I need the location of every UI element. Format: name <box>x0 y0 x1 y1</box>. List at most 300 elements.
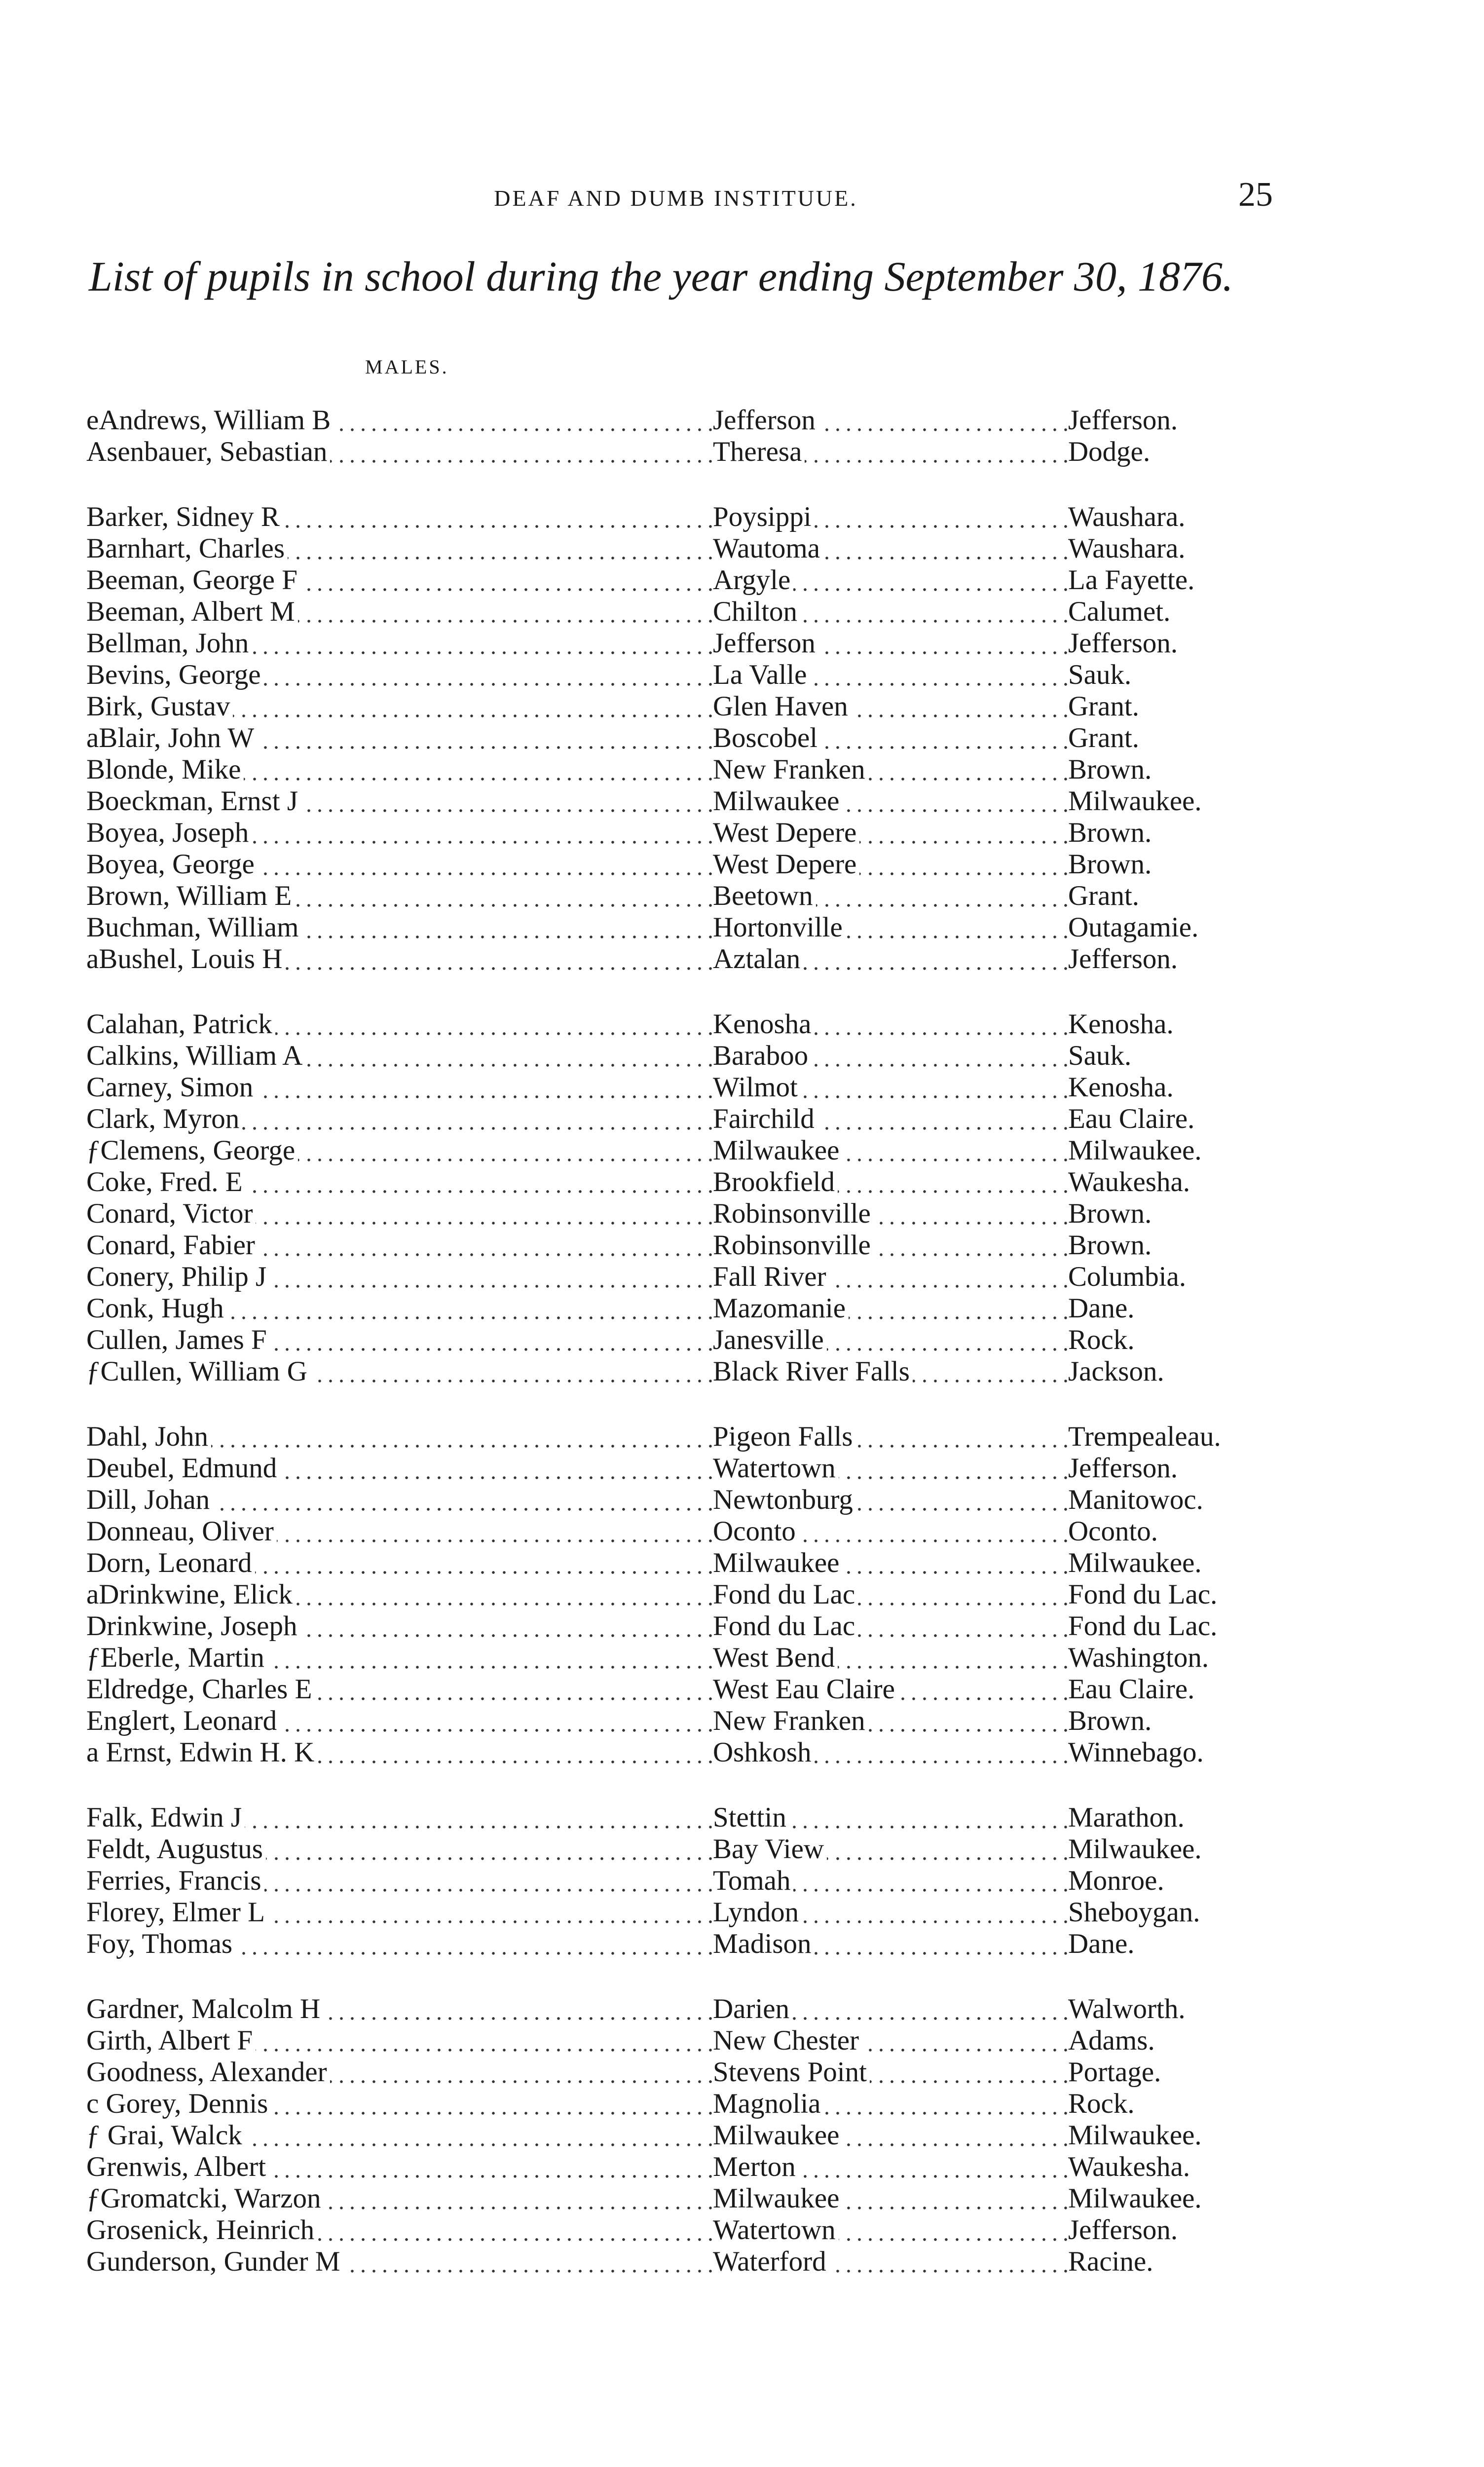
pupil-row <box>86 405 1270 436</box>
pupil-town-cell <box>713 628 1068 659</box>
pupil-row <box>86 1261 1270 1293</box>
pupil-county-cell <box>1068 659 1270 691</box>
pupil-row <box>86 1324 1270 1356</box>
pupil-name: Conk, Hugh <box>86 1293 227 1324</box>
pupil-county: Waukesha. <box>1068 2151 1190 2182</box>
pupil-town-cell <box>713 880 1068 912</box>
pupil-name: aBlair, John W <box>86 722 257 753</box>
pupil-county-cell <box>1068 1993 1270 2025</box>
pupil-town-cell <box>713 1484 1068 1516</box>
pupil-town-cell <box>713 501 1068 533</box>
pupil-county: Trempealeau. <box>1068 1421 1221 1452</box>
pupil-county-cell <box>1068 1166 1270 1198</box>
pupil-name-cell <box>86 1324 713 1356</box>
pupil-name-cell <box>86 596 713 628</box>
pupil-town: Milwaukee <box>713 1135 842 1166</box>
pupil-row <box>86 564 1270 596</box>
pupil-county: Dodge. <box>1068 436 1150 467</box>
pupil-name-cell <box>86 1897 713 1928</box>
section-label-males: MALES. <box>365 356 449 378</box>
pupil-county: Portage. <box>1068 2056 1161 2088</box>
pupil-town: Newtonburg <box>713 1484 856 1515</box>
pupil-name: Buchman, William <box>86 912 301 943</box>
pupil-name: Barnhart, Charles <box>86 533 288 564</box>
pupil-town-cell <box>713 2088 1068 2120</box>
pupil-county: Milwaukee. <box>1068 785 1202 817</box>
pupil-row <box>86 628 1270 659</box>
pupil-name-cell <box>86 880 713 912</box>
pupil-name-cell <box>86 1135 713 1166</box>
pupil-name: Florey, Elmer L <box>86 1897 268 1928</box>
pupil-row <box>86 1103 1270 1135</box>
pupil-county-cell <box>1068 533 1270 564</box>
pupil-name-cell <box>86 1547 713 1579</box>
pupil-name-cell <box>86 1040 713 1072</box>
pupil-name: Dill, Johan <box>86 1484 213 1515</box>
pupil-name: a Ernst, Edwin H. K <box>86 1737 317 1768</box>
pupil-name: Clark, Myron <box>86 1103 242 1134</box>
pupil-name: Barker, Sidney R <box>86 501 283 532</box>
pupil-town-cell <box>713 1737 1068 1768</box>
pupil-name-cell <box>86 722 713 754</box>
pupil-row <box>86 1453 1270 1484</box>
pupil-name: Blonde, Mike <box>86 754 244 785</box>
pupil-town: Milwaukee <box>713 2120 842 2151</box>
pupil-town-cell <box>713 1993 1068 2025</box>
pupil-name-cell <box>86 1230 713 1261</box>
pupil-town-cell <box>713 2151 1068 2183</box>
pupil-county-cell <box>1068 596 1270 628</box>
pupil-row <box>86 1642 1270 1674</box>
pupil-row <box>86 1993 1270 2025</box>
pupil-row <box>86 1484 1270 1516</box>
pupil-town: Wautoma <box>713 533 823 564</box>
pupil-name-cell <box>86 2025 713 2056</box>
pupil-county: Milwaukee. <box>1068 2120 1202 2151</box>
pupil-name: Carney, Simon <box>86 1072 256 1103</box>
pupil-name-cell <box>86 1421 713 1453</box>
pupil-town-cell <box>713 1802 1068 1833</box>
pupil-row <box>86 2183 1270 2214</box>
pupil-name-cell <box>86 849 713 880</box>
pupil-town-cell <box>713 1198 1068 1230</box>
pupil-row <box>86 2120 1270 2151</box>
pupil-name-cell <box>86 405 713 436</box>
pupil-town-cell <box>713 691 1068 722</box>
pupil-county: Milwaukee. <box>1068 1547 1202 1578</box>
pupil-name-cell <box>86 2088 713 2120</box>
pupil-name: Cullen, James F <box>86 1324 270 1355</box>
pupil-town: New Franken <box>713 1705 868 1736</box>
pupil-name-cell <box>86 1009 713 1040</box>
pupil-town: Argyle <box>713 564 793 596</box>
pupil-county-cell <box>1068 785 1270 817</box>
pupil-town: West Eau Claire <box>713 1674 898 1705</box>
pupil-town: Stevens Point <box>713 2056 870 2088</box>
pupil-name: Conery, Philip J <box>86 1261 269 1292</box>
pupil-county-cell <box>1068 2214 1270 2246</box>
pupil-town: Milwaukee <box>713 2183 842 2214</box>
pupil-name: ƒ Grai, Walck <box>86 2120 245 2151</box>
pupil-name: Grosenick, Heinrich <box>86 2214 317 2245</box>
pupil-group <box>86 1421 1270 1768</box>
list-title: List of pupils in school during the year ending September 30, 1876. <box>89 253 1233 300</box>
pupil-name-cell <box>86 785 713 817</box>
pupil-town: Hortonville <box>713 912 846 943</box>
pupil-town-cell <box>713 1261 1068 1293</box>
pupil-name: Calkins, William A <box>86 1040 305 1071</box>
pupil-name: Donneau, Oliver <box>86 1516 277 1547</box>
pupil-name-cell <box>86 1642 713 1674</box>
pupil-name-cell <box>86 1356 713 1387</box>
pupil-row <box>86 1610 1270 1642</box>
pupil-name: Englert, Leonard <box>86 1705 280 1736</box>
pupil-row <box>86 1737 1270 1768</box>
pupil-name-cell <box>86 1705 713 1737</box>
pupil-county-cell <box>1068 501 1270 533</box>
pupil-row <box>86 880 1270 912</box>
pupil-county: Washington. <box>1068 1642 1209 1673</box>
pupil-county-cell <box>1068 722 1270 754</box>
pupil-town-cell <box>713 1579 1068 1610</box>
pupil-name-cell <box>86 1674 713 1705</box>
pupil-row <box>86 1135 1270 1166</box>
pupil-county: Rock. <box>1068 1324 1135 1355</box>
pupil-town-cell <box>713 596 1068 628</box>
pupil-county: Marathon. <box>1068 1802 1185 1833</box>
pupil-row <box>86 1009 1270 1040</box>
pupil-county: Racine. <box>1068 2246 1153 2277</box>
pupil-county: Jefferson. <box>1068 943 1178 974</box>
pupil-name: Coke, Fred. E <box>86 1166 246 1197</box>
pupil-county-cell <box>1068 1135 1270 1166</box>
pupil-town: Fond du Lac <box>713 1579 858 1610</box>
pupil-name: Brown, William E <box>86 880 295 911</box>
pupil-name-cell <box>86 2183 713 2214</box>
pupil-town: Watertown <box>713 2214 839 2245</box>
pupil-row <box>86 2151 1270 2183</box>
pupil-row <box>86 2056 1270 2088</box>
pupil-town-cell <box>713 1421 1068 1453</box>
pupil-county: Winnebago. <box>1068 1737 1204 1768</box>
pupil-county: Brown. <box>1068 817 1152 848</box>
pupil-town: Madison <box>713 1928 815 1959</box>
pupil-name-cell <box>86 659 713 691</box>
pupil-group <box>86 1009 1270 1387</box>
pupil-town: Wilmot <box>713 1072 801 1103</box>
pupil-county: Jefferson. <box>1068 1453 1178 1484</box>
pupil-county: Eau Claire. <box>1068 1103 1195 1134</box>
pupil-town-cell <box>713 2214 1068 2246</box>
pupil-town-cell <box>713 1865 1068 1897</box>
pupil-row <box>86 1928 1270 1960</box>
pupil-name-cell <box>86 1833 713 1865</box>
pupil-name-cell <box>86 436 713 468</box>
pupil-name-cell <box>86 2151 713 2183</box>
pupil-county-cell <box>1068 1453 1270 1484</box>
pupil-town-cell <box>713 1356 1068 1387</box>
pupil-county: Monroe. <box>1068 1865 1164 1896</box>
pupil-county-cell <box>1068 1833 1270 1865</box>
pupil-name: aBushel, Louis H <box>86 943 285 974</box>
pupil-town-cell <box>713 849 1068 880</box>
pupil-group <box>86 405 1270 468</box>
pupil-name: Asenbauer, Sebastian <box>86 436 330 467</box>
pupil-town: Milwaukee <box>713 1547 842 1578</box>
pupil-town: Kenosha <box>713 1009 814 1040</box>
pupil-county: Walworth. <box>1068 1993 1186 2024</box>
pupil-county: Waushara. <box>1068 501 1186 532</box>
pupil-name-cell <box>86 1928 713 1960</box>
pupil-row <box>86 1579 1270 1610</box>
pupil-town-cell <box>713 1928 1068 1960</box>
pupil-row <box>86 1072 1270 1103</box>
pupil-town: Fairchild <box>713 1103 817 1134</box>
pupil-county-cell <box>1068 1642 1270 1674</box>
pupil-county: Milwaukee. <box>1068 1833 1202 1865</box>
pupil-town: Chilton <box>713 596 800 627</box>
pupil-name-cell <box>86 2214 713 2246</box>
pupil-county: Waushara. <box>1068 533 1186 564</box>
pupil-county-cell <box>1068 849 1270 880</box>
pupil-town-cell <box>713 1135 1068 1166</box>
pupil-county-cell <box>1068 1230 1270 1261</box>
pupil-town: New Franken <box>713 754 868 785</box>
pupil-town: Black River Falls <box>713 1356 913 1387</box>
pupil-name-cell <box>86 912 713 943</box>
pupil-name: Bellman, John <box>86 628 252 659</box>
pupil-county: Kenosha. <box>1068 1009 1174 1040</box>
pupil-county-cell <box>1068 2120 1270 2151</box>
pupil-name-cell <box>86 533 713 564</box>
pupil-town: Darien <box>713 1993 792 2024</box>
pupil-row <box>86 1897 1270 1928</box>
pupil-town: Jefferson <box>713 628 818 659</box>
pupil-row <box>86 1421 1270 1453</box>
pupil-county-cell <box>1068 1103 1270 1135</box>
pupil-row <box>86 2246 1270 2278</box>
pupil-name: Beeman, George F <box>86 564 300 596</box>
pupil-county-cell <box>1068 2246 1270 2278</box>
pupil-town-cell <box>713 1674 1068 1705</box>
pupil-county: Kenosha. <box>1068 1072 1174 1103</box>
pupil-town: Brookfield <box>713 1166 838 1197</box>
pupil-row <box>86 596 1270 628</box>
pupil-town: Beetown <box>713 880 816 911</box>
pupil-county: Brown. <box>1068 1705 1152 1736</box>
pupil-row <box>86 754 1270 785</box>
pupil-county: Brown. <box>1068 754 1152 785</box>
pupil-row <box>86 1674 1270 1705</box>
pupil-group <box>86 501 1270 975</box>
pupil-county-cell <box>1068 1737 1270 1768</box>
pupil-name-cell <box>86 1865 713 1897</box>
pupil-town: West Depere <box>713 849 859 880</box>
pupil-name-cell <box>86 1072 713 1103</box>
pupil-county-cell <box>1068 405 1270 436</box>
pupil-town: Oconto <box>713 1516 799 1547</box>
pupil-county: Brown. <box>1068 1230 1152 1261</box>
pupil-town-cell <box>713 2183 1068 2214</box>
pupil-name-cell <box>86 1453 713 1484</box>
pupil-county-cell <box>1068 1261 1270 1293</box>
pupil-name-cell <box>86 1516 713 1547</box>
pupil-town: Boscobel <box>713 722 820 753</box>
pupil-town: Tomah <box>713 1865 793 1896</box>
pupil-name: Boyea, George <box>86 849 258 880</box>
pupil-name-cell <box>86 628 713 659</box>
pupil-county-cell <box>1068 1705 1270 1737</box>
pupil-name-cell <box>86 2120 713 2151</box>
page-header <box>79 175 1273 220</box>
pupil-county: Eau Claire. <box>1068 1674 1195 1705</box>
page-number: 25 <box>1238 176 1273 214</box>
pupil-county: Grant. <box>1068 880 1140 911</box>
pupil-row <box>86 817 1270 849</box>
pupil-county-cell <box>1068 1928 1270 1960</box>
pupil-town-cell <box>713 2120 1068 2151</box>
pupil-county: Dane. <box>1068 1293 1135 1324</box>
pupil-county: Brown. <box>1068 1198 1152 1229</box>
pupil-town-cell <box>713 1230 1068 1261</box>
pupil-county-cell <box>1068 1579 1270 1610</box>
pupil-town: Oshkosh <box>713 1737 815 1768</box>
pupil-name: aDrinkwine, Elick <box>86 1579 296 1610</box>
pupil-town-cell <box>713 533 1068 564</box>
pupil-town: Magnolia <box>713 2088 823 2119</box>
pupil-town-cell <box>713 1897 1068 1928</box>
pupil-name: c Gorey, Dennis <box>86 2088 271 2119</box>
pupil-row <box>86 849 1270 880</box>
pupil-town-cell <box>713 1166 1068 1198</box>
pupil-county: Adams. <box>1068 2025 1155 2056</box>
pupil-list <box>86 405 1270 2311</box>
pupil-town-cell <box>713 1610 1068 1642</box>
pupil-name-cell <box>86 1993 713 2025</box>
pupil-county-cell <box>1068 943 1270 975</box>
pupil-name-cell <box>86 1198 713 1230</box>
pupil-town-cell <box>713 1009 1068 1040</box>
pupil-name: Girth, Albert F <box>86 2025 256 2056</box>
pupil-name-cell <box>86 943 713 975</box>
pupil-row <box>86 533 1270 564</box>
pupil-name: Boyea, Joseph <box>86 817 252 848</box>
pupil-town: Poysippi <box>713 501 815 532</box>
pupil-name: eAndrews, William B <box>86 405 334 436</box>
pupil-row <box>86 1802 1270 1833</box>
pupil-town-cell <box>713 1453 1068 1484</box>
pupil-county: Waukesha. <box>1068 1166 1190 1197</box>
pupil-county-cell <box>1068 628 1270 659</box>
pupil-county-cell <box>1068 880 1270 912</box>
pupil-name-cell <box>86 754 713 785</box>
pupil-town-cell <box>713 436 1068 468</box>
pupil-county: Outagamie. <box>1068 912 1199 943</box>
pupil-town: Stettin <box>713 1802 789 1833</box>
pupil-county-cell <box>1068 1293 1270 1324</box>
pupil-row <box>86 1865 1270 1897</box>
pupil-name: Boeckman, Ernst J <box>86 785 301 817</box>
pupil-county: Fond du Lac. <box>1068 1579 1218 1610</box>
pupil-town-cell <box>713 1103 1068 1135</box>
pupil-name: ƒEberle, Martin <box>86 1642 267 1673</box>
pupil-town: Milwaukee <box>713 785 842 817</box>
pupil-town-cell <box>713 405 1068 436</box>
pupil-name-cell <box>86 1737 713 1768</box>
pupil-town: West Bend <box>713 1642 838 1673</box>
running-title: DEAF AND DUMB INSTITUUE. <box>494 186 858 211</box>
pupil-row <box>86 1293 1270 1324</box>
pupil-town: La Valle <box>713 659 810 690</box>
pupil-name: ƒGromatcki, Warzon <box>86 2183 324 2214</box>
pupil-group <box>86 1993 1270 2278</box>
pupil-county: Oconto. <box>1068 1516 1158 1547</box>
pupil-row <box>86 1166 1270 1198</box>
pupil-county: Sauk. <box>1068 659 1132 690</box>
pupil-town-cell <box>713 2246 1068 2278</box>
pupil-county-cell <box>1068 1421 1270 1453</box>
pupil-town-cell <box>713 564 1068 596</box>
pupil-county-cell <box>1068 1324 1270 1356</box>
pupil-town-cell <box>713 2056 1068 2088</box>
pupil-row <box>86 1356 1270 1387</box>
pupil-town: Mazomanie <box>713 1293 849 1324</box>
pupil-town: Pigeon Falls <box>713 1421 855 1452</box>
pupil-county-cell <box>1068 1040 1270 1072</box>
pupil-name-cell <box>86 1484 713 1516</box>
pupil-county: Fond du Lac. <box>1068 1610 1218 1642</box>
pupil-name: Bevins, George <box>86 659 264 690</box>
pupil-name: ƒCullen, William G <box>86 1356 310 1387</box>
pupil-county-cell <box>1068 1674 1270 1705</box>
pupil-name-cell <box>86 1103 713 1135</box>
pupil-county: Grant. <box>1068 691 1140 722</box>
pupil-name: Eldredge, Charles E <box>86 1674 315 1705</box>
pupil-county-cell <box>1068 1610 1270 1642</box>
pupil-county-cell <box>1068 2183 1270 2214</box>
pupil-town-cell <box>713 1040 1068 1072</box>
pupil-county-cell <box>1068 691 1270 722</box>
pupil-town-cell <box>713 817 1068 849</box>
pupil-town-cell <box>713 1833 1068 1865</box>
pupil-name: Falk, Edwin J <box>86 1802 245 1833</box>
pupil-county: Grant. <box>1068 722 1140 753</box>
pupil-name: Conard, Victor <box>86 1198 256 1229</box>
pupil-county-cell <box>1068 1356 1270 1387</box>
pupil-name: Beeman, Albert M <box>86 596 298 627</box>
pupil-county-cell <box>1068 1072 1270 1103</box>
pupil-row <box>86 785 1270 817</box>
pupil-name: ƒClemens, George <box>86 1135 298 1166</box>
pupil-name-cell <box>86 1261 713 1293</box>
pupil-county: Jefferson. <box>1068 2214 1178 2245</box>
pupil-town: West Depere <box>713 817 859 848</box>
pupil-row <box>86 1833 1270 1865</box>
pupil-name: Foy, Thomas <box>86 1928 235 1959</box>
pupil-row <box>86 1547 1270 1579</box>
pupil-county: Dane. <box>1068 1928 1135 1959</box>
pupil-town: Robinsonville <box>713 1198 874 1229</box>
pupil-name: Gunderson, Gunder M <box>86 2246 343 2277</box>
pupil-row <box>86 2025 1270 2056</box>
pupil-county: Jackson. <box>1068 1356 1164 1387</box>
pupil-name: Dahl, John <box>86 1421 211 1452</box>
pupil-name: Dorn, Leonard <box>86 1547 255 1578</box>
pupil-county-cell <box>1068 1009 1270 1040</box>
pupil-town: Fall River <box>713 1261 829 1292</box>
pupil-town-cell <box>713 659 1068 691</box>
pupil-name-cell <box>86 1293 713 1324</box>
